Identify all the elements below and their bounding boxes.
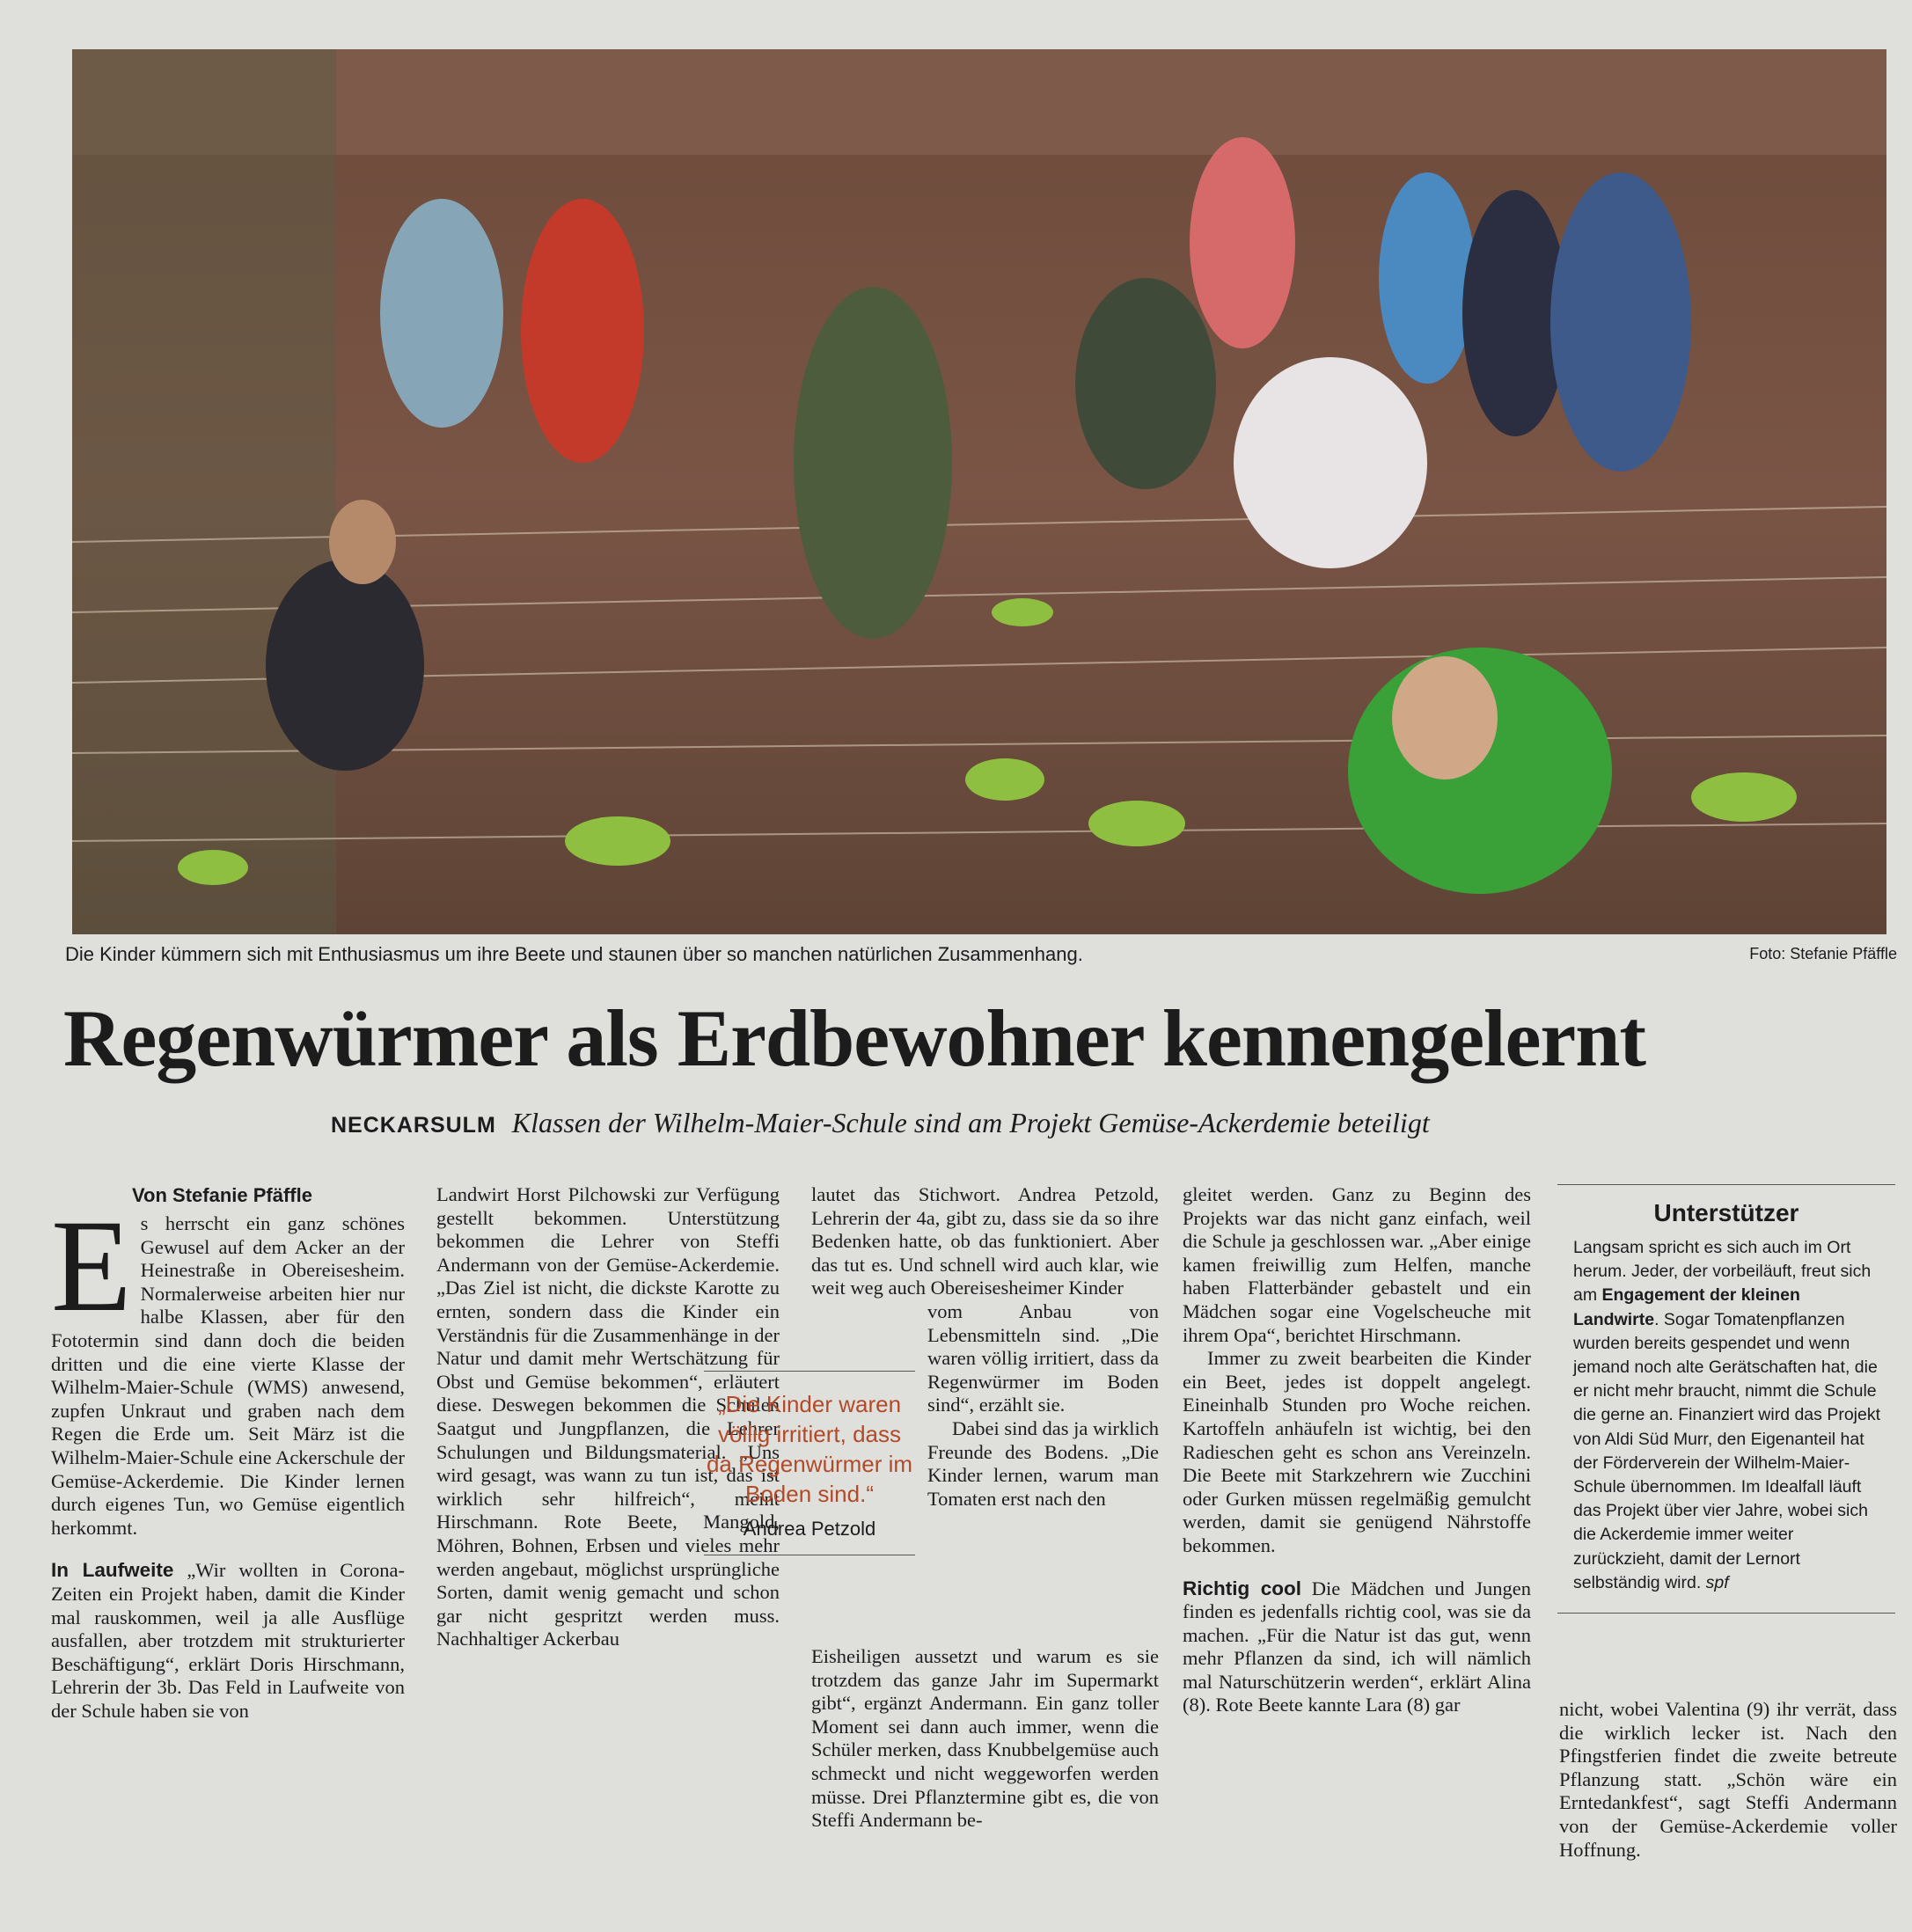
- supporters-body: [1557, 1236, 1895, 1613]
- column-3-right: [927, 1300, 1159, 1511]
- paragraph-laufweite: [51, 1559, 405, 1723]
- photo-credit: Foto: Stefanie Pfäffle: [1749, 945, 1897, 962]
- column-4-text-1: gleitet werden. Ganz zu Beginn des Projekts war das nicht ganz einfach, weil die Schule ja geschlossen war. „Aber einige kamen freiwillig zum Helfen, manche haben Flatterbänder gebastelt und ein Mädchen sogar eine Vogelscheuche mit ihrem Opa“, berichtet Hirschmann.: [1183, 1183, 1531, 1346]
- intro-text: s herrscht ein ganz schönes Gewusel auf dem Acker an der Heinestraße in Obereisesheim. Normalerweise arbeiten hier nur halbe Klassen, aber für den Fototermin sind dann doch die beiden dritten und die eine vierte Klasse der Wilhelm-Maier-Schule (WMS) anwesend, zupfen Unkraut und graben nach dem Regen die Erde um. Seit März ist die Wilhelm-Maier-Schule eine Ackerschule der Gemüse-Ackerdemie. Die Kinder lernen durch eigenes Tun, wo Gemüse eigentlich herkommt.: [51, 1212, 405, 1539]
- laufweite-text: „Wir wollten in Corona-Zeiten ein Projekt haben, damit die Kinder mal rauskommen, weil ja alle Ausflüge ausfallen, aber trotzdem mit strukturierter Beschäftigung“, erklärt Doris Hirschmann, Lehrerin der 3b. Das Feld in Laufweite von der Schule haben sie von: [51, 1559, 405, 1722]
- subline: [331, 1107, 1430, 1139]
- dropcap: E: [51, 1193, 132, 1339]
- column-5: [1559, 1698, 1897, 1862]
- subhead-laufweite: In Laufweite: [51, 1559, 174, 1582]
- column-3-right-text-2: Dabei sind das ja wirklich Freunde des Bodens. „Die Kinder lernen, warum man Tomaten erst nach den: [927, 1416, 1159, 1510]
- photo-kids-gardening-image: [72, 49, 1886, 934]
- pull-quote-text: „Die Kinder waren völlig irritiert, dass da Regenwürmer im Boden sind.“: [706, 1391, 913, 1507]
- byline: Von Stefanie Pfäffle: [132, 1184, 312, 1206]
- supporters-text-2: . Sogar Tomatenpflanzen wurden bereits gespendet und wenn jemand noch alte Gerätschaften hat, die er nicht mehr braucht, nimmt die Schule die gerne an. Finanziert wird das Projekt von Aldi Süd Murr, den Eigenanteil hat der Förderverein der Wilhelm-Maier-Schule übernommen. Im Idealfall läuft das Projekt über vier Jahre, wobei sich die Ackerdemie immer weiter zurückzieht, damit der Lernort selbständig wird.: [1573, 1309, 1881, 1592]
- column-3-top: [811, 1183, 1159, 1300]
- column-3-top-text: lautet das Stichwort. Andrea Petzold, Lehrerin der 4a, gibt zu, dass sie da so ihre Bedenken hatte, ob das funktioniert. Aber das tut es. Und schnell wird auch klar, wie weit weg auch Obereisesheimer Kinder: [811, 1183, 1159, 1299]
- column-4-text-2: Immer zu zweit bearbeiten die Kinder ein Beet, jedes ist doppelt angelegt. Eineinhalb Stunden pro Woche reichen. Kartoffeln anhäufeln ist wichtig, bei den Radieschen geht es schon ans Vereinzeln. Die Beete mit Starkzehrern wie Zucchini oder Gurken müssen regelmäßig gemulcht werden, damit sie genügend Nährstoffe bekommen.: [1183, 1347, 1531, 1556]
- column-3-bottom: [811, 1645, 1159, 1833]
- caption-text: Die Kinder kümmern sich mit Enthusiasmus um ihre Beete und staunen über so manchen natürlichen Zusammenhang.: [65, 943, 1083, 965]
- pull-quote: [704, 1371, 915, 1555]
- column-3-right-text: vom Anbau von Lebensmitteln sind. „Die waren völlig irritiert, dass da Regenwürmer im Boden sind“, erzählt sie.: [927, 1300, 1159, 1416]
- dateline-location: NECKARSULM: [331, 1113, 496, 1138]
- supporters-sign: spf: [1705, 1572, 1729, 1592]
- supporters-bold: Engagement der kleinen Landwirte: [1573, 1285, 1800, 1329]
- column-3-bottom-text: Eisheiligen aussetzt und warum es sie trotzdem das ganze Jahr im Supermarkt gibt“, ergänzt Andermann. Ein ganz toller Moment sei dann auch immer, wenn die Schüler merken, dass Knubbelgemüse auch schmeckt und nicht weggeworfen werden müsse. Drei Pflanztermine gibt es, die von Steffi Andermann be-: [811, 1645, 1159, 1832]
- supporters-text-1: Langsam spricht es sich auch im Ort herum. Jeder, der vorbeiläuft, freut sich am: [1573, 1238, 1872, 1306]
- paragraph-richtig-cool: [1183, 1577, 1531, 1718]
- column-5-text: nicht, wobei Valentina (9) ihr verrät, dass die wirklich lecker ist. Nach den Pfingstferien findet die zweite betreute Pflanzung statt. „Schön wäre ein Erntedankfest“, sagt Steffi Andermann von der Gemüse-Ackerdemie voller Hoffnung.: [1559, 1698, 1897, 1861]
- pull-quote-author: Andrea Petzold: [743, 1518, 876, 1540]
- photo-caption: [62, 940, 1901, 971]
- supporters-box: [1557, 1184, 1895, 1614]
- richtig-cool-text: Die Mädchen und Jungen finden es jedenfalls richtig cool, was sie da machen. „Für die Natur ist das gut, wenn mehr Pflanzen da sind, ich will nämlich mal Naturschützerin werden“, erklärt Alina (8). Rote Beete kannte Lara (8) gar: [1183, 1577, 1532, 1716]
- supporters-title: Unterstützer: [1653, 1199, 1799, 1226]
- column-2-text: Landwirt Horst Pilchowski zur Verfügung gestellt bekommen. Unterstützung bekommen die Lehrer von Steffi Andermann von der Gemüse-Ackerdemie. „Das Ziel ist nicht, die dickste Karotte zu ernten, sondern dass die Kinder ein Verständnis für die Zusammenhänge in der Natur und damit mehr Wertschätzung für Obst und Gemüse bekommen“, erläutert diese. Deswegen bekommen die Schulen Saatgut und Jungpflanzen, die Lehrer Schulungen und Bildungsmaterial. „Uns wird gesagt, was wann zu tun ist, das ist wirklich sehr hilfreich“, meint Hirschmann. Rote Beete, Mangold, Möhren, Bohnen, Erbsen und vieles mehr werden angebaut, möglichst ursprüngliche Sorten, damit wenig gemacht und schon gar nicht gespritzt werden muss. Nachhaltiger Ackerbau: [436, 1183, 780, 1650]
- article-photo: [72, 49, 1886, 934]
- deck-text: Klassen der Wilhelm-Maier-Schule sind am Projekt Gemüse-Ackerdemie beteiligt: [511, 1107, 1430, 1138]
- subhead-richtig-cool: Richtig cool: [1183, 1577, 1301, 1599]
- headline: Regenwürmer als Erdbewohner kennengelernt: [63, 993, 1646, 1083]
- column-4: [1183, 1183, 1531, 1717]
